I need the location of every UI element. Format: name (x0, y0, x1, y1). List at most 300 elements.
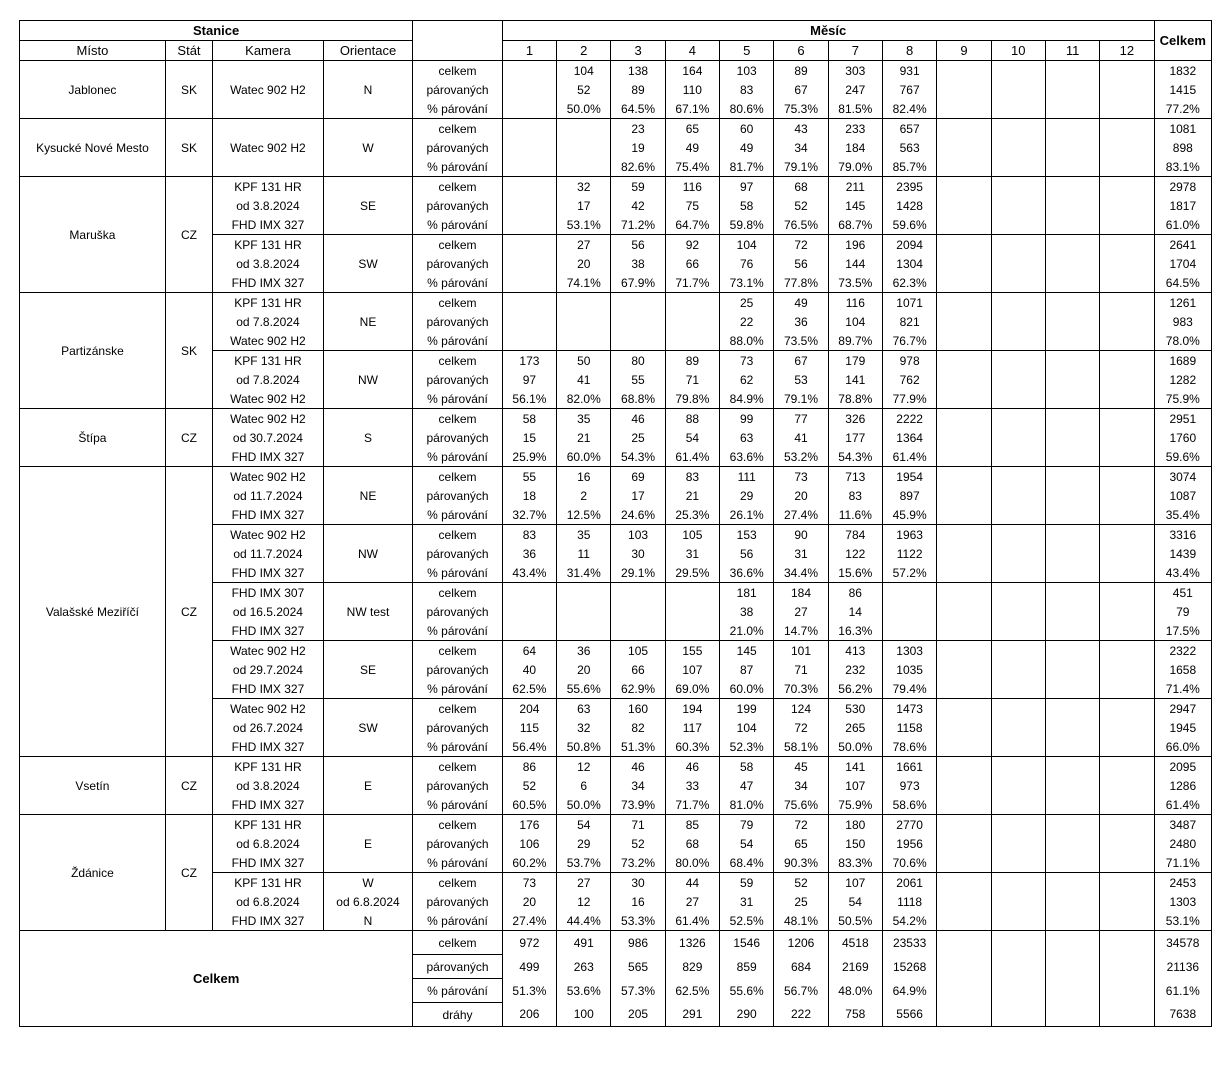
month-cell (557, 293, 611, 313)
total-month-cell: 206 (502, 1003, 556, 1027)
total-cell: 1303 (1154, 892, 1211, 911)
grand-total-cell: 21136 (1154, 955, 1211, 979)
month-cell: 104 (720, 718, 774, 737)
month-cell: 76 (720, 254, 774, 273)
row-label: celkem (413, 235, 503, 255)
month-cell (1100, 177, 1154, 197)
station-camera: Watec 902 H2 (213, 641, 324, 661)
total-cell: 3074 (1154, 467, 1211, 487)
month-cell: 1304 (882, 254, 936, 273)
month-cell: 6 (557, 776, 611, 795)
total-cell: 1945 (1154, 718, 1211, 737)
month-cell (1045, 177, 1099, 197)
month-cell: 90.3% (774, 853, 828, 873)
month-cell: 59.8% (720, 215, 774, 235)
total-cell: 1282 (1154, 370, 1211, 389)
total-month-cell: 290 (720, 1003, 774, 1027)
month-cell: 44 (665, 873, 719, 893)
month-cell (502, 177, 556, 197)
month-cell (1100, 351, 1154, 371)
month-cell (557, 621, 611, 641)
month-cell (991, 254, 1045, 273)
month-cell (991, 873, 1045, 893)
month-cell: 103 (720, 61, 774, 81)
month-cell: 897 (882, 486, 936, 505)
month-cell: 75.9% (828, 795, 882, 815)
month-cell: 49 (774, 293, 828, 313)
month-cell (991, 737, 1045, 757)
total-cell: 1087 (1154, 486, 1211, 505)
month-cell: 69 (611, 467, 665, 487)
month-cell (665, 602, 719, 621)
month-cell: 105 (665, 525, 719, 545)
row-label: celkem (413, 757, 503, 777)
station-state: CZ (165, 467, 212, 757)
month-cell: 116 (828, 293, 882, 313)
station-camera: od 30.7.2024 (213, 428, 324, 447)
total-cell: 35.4% (1154, 505, 1211, 525)
month-cell: 75.3% (774, 99, 828, 119)
total-cell: 2951 (1154, 409, 1211, 429)
month-cell (502, 331, 556, 351)
row-label: % párování (413, 563, 503, 583)
month-cell: 784 (828, 525, 882, 545)
station-camera: od 26.7.2024 (213, 718, 324, 737)
month-cell: 21.0% (720, 621, 774, 641)
month-cell: 21 (557, 428, 611, 447)
table-row (20, 177, 1212, 197)
month-cell: 1071 (882, 293, 936, 313)
station-orientation: SE (323, 177, 413, 235)
month-cell (937, 196, 991, 215)
station-orientation: N (323, 61, 413, 119)
month-cell (1100, 138, 1154, 157)
month-cell (991, 467, 1045, 487)
month-cell: 61.4% (665, 447, 719, 467)
total-cell: 77.2% (1154, 99, 1211, 119)
month-cell: 73.5% (774, 331, 828, 351)
month-cell: 76.7% (882, 331, 936, 351)
total-month-cell (1100, 979, 1154, 1003)
month-cell: 66 (665, 254, 719, 273)
month-cell: 65 (774, 834, 828, 853)
month-cell (502, 273, 556, 293)
month-cell (937, 776, 991, 795)
month-cell: 52 (557, 80, 611, 99)
month-cell: 14.7% (774, 621, 828, 641)
month-cell: 85.7% (882, 157, 936, 177)
month-cell (937, 795, 991, 815)
month-cell: 211 (828, 177, 882, 197)
header-orientation: Orientace (323, 41, 413, 61)
station-camera: od 11.7.2024 (213, 486, 324, 505)
month-cell (1045, 331, 1099, 351)
month-cell (1045, 660, 1099, 679)
month-cell: 21 (665, 486, 719, 505)
month-cell: 104 (828, 312, 882, 331)
month-cell: 55 (611, 370, 665, 389)
month-cell: 62 (720, 370, 774, 389)
month-cell: 58.1% (774, 737, 828, 757)
month-cell (991, 196, 1045, 215)
month-cell (611, 621, 665, 641)
station-orientation: NW (323, 351, 413, 409)
month-cell: 1956 (882, 834, 936, 853)
month-cell: 1364 (882, 428, 936, 447)
month-cell: 52 (774, 196, 828, 215)
month-cell: 41 (774, 428, 828, 447)
total-row-label: dráhy (413, 1003, 503, 1027)
month-cell (1045, 447, 1099, 467)
row-label: párovaných (413, 80, 503, 99)
month-cell (1100, 409, 1154, 429)
month-cell (1100, 389, 1154, 409)
total-month-cell: 565 (611, 955, 665, 979)
month-cell (1100, 505, 1154, 525)
station-camera: Watec 902 H2 (213, 389, 324, 409)
month-cell: 52 (502, 776, 556, 795)
month-cell (991, 776, 1045, 795)
month-cell (1100, 293, 1154, 313)
month-cell: 31 (774, 544, 828, 563)
month-cell: 61.4% (665, 911, 719, 931)
month-cell: 97 (720, 177, 774, 197)
month-cell: 1158 (882, 718, 936, 737)
month-cell (1045, 737, 1099, 757)
month-cell (1045, 699, 1099, 719)
total-cell: 79 (1154, 602, 1211, 621)
total-month-cell (991, 1003, 1045, 1027)
month-cell (991, 699, 1045, 719)
month-cell: 71 (774, 660, 828, 679)
month-cell: 46 (611, 409, 665, 429)
month-cell: 68 (774, 177, 828, 197)
month-cell: 48.1% (774, 911, 828, 931)
month-cell (937, 911, 991, 931)
month-cell: 50 (557, 351, 611, 371)
month-cell: 101 (774, 641, 828, 661)
month-cell (1045, 815, 1099, 835)
station-orientation: SE (323, 641, 413, 699)
month-cell (502, 312, 556, 331)
month-cell: 72 (774, 815, 828, 835)
table-body (20, 61, 1212, 1027)
month-cell: 44.4% (557, 911, 611, 931)
month-cell: 104 (720, 235, 774, 255)
month-cell: 81.0% (720, 795, 774, 815)
month-cell (1100, 235, 1154, 255)
month-cell: 42 (611, 196, 665, 215)
month-cell: 67 (774, 351, 828, 371)
month-cell (882, 583, 936, 603)
month-cell (937, 873, 991, 893)
month-cell (991, 235, 1045, 255)
row-label: celkem (413, 583, 503, 603)
month-cell: 53.7% (557, 853, 611, 873)
month-cell: 59 (720, 873, 774, 893)
month-cell: 79.8% (665, 389, 719, 409)
month-cell (1100, 428, 1154, 447)
total-month-cell (991, 931, 1045, 955)
month-cell: 34 (611, 776, 665, 795)
month-cell: 79.0% (828, 157, 882, 177)
month-cell (937, 254, 991, 273)
month-cell: 87 (720, 660, 774, 679)
station-state: CZ (165, 409, 212, 467)
month-cell: 60.2% (502, 853, 556, 873)
row-label: celkem (413, 409, 503, 429)
month-cell: 115 (502, 718, 556, 737)
month-cell (882, 621, 936, 641)
station-camera: Watec 902 H2 (213, 525, 324, 545)
month-cell: 50.5% (828, 911, 882, 931)
total-month-cell: 64.9% (882, 979, 936, 1003)
month-cell (937, 80, 991, 99)
month-cell (991, 602, 1045, 621)
month-cell (1045, 873, 1099, 893)
month-cell: 107 (665, 660, 719, 679)
total-month-cell: 2169 (828, 955, 882, 979)
header-month-6: 6 (774, 41, 828, 61)
month-cell: 27 (557, 873, 611, 893)
month-cell (1100, 757, 1154, 777)
month-cell (502, 621, 556, 641)
month-cell: 29.1% (611, 563, 665, 583)
month-cell (991, 80, 1045, 99)
month-cell: 56.4% (502, 737, 556, 757)
station-place: Ždánice (20, 815, 166, 931)
month-cell: 25 (720, 293, 774, 313)
header-state: Stát (165, 41, 212, 61)
month-cell: 64.5% (611, 99, 665, 119)
month-cell (991, 660, 1045, 679)
month-cell (1100, 119, 1154, 139)
total-month-cell: 1546 (720, 931, 774, 955)
month-cell (1100, 544, 1154, 563)
month-cell (1100, 99, 1154, 119)
month-cell (937, 718, 991, 737)
month-cell (937, 621, 991, 641)
month-cell: 49 (720, 138, 774, 157)
month-cell: 34.4% (774, 563, 828, 583)
month-cell (1045, 911, 1099, 931)
month-cell: 62.9% (611, 679, 665, 699)
row-label: % párování (413, 737, 503, 757)
month-cell: 60.5% (502, 795, 556, 815)
month-cell (937, 177, 991, 197)
total-cell: 3487 (1154, 815, 1211, 835)
month-cell: 1303 (882, 641, 936, 661)
month-cell: 153 (720, 525, 774, 545)
month-cell: 83.3% (828, 853, 882, 873)
month-cell: 36 (774, 312, 828, 331)
total-cell: 1832 (1154, 61, 1211, 81)
header-place: Místo (20, 41, 166, 61)
month-cell (991, 273, 1045, 293)
total-cell: 71.4% (1154, 679, 1211, 699)
month-cell (991, 718, 1045, 737)
table-row (20, 119, 1212, 139)
total-month-cell: 62.5% (665, 979, 719, 1003)
month-cell (665, 293, 719, 313)
header-month-3: 3 (611, 41, 665, 61)
month-cell (557, 138, 611, 157)
month-cell (502, 119, 556, 139)
month-cell: 16.3% (828, 621, 882, 641)
month-cell: 82.4% (882, 99, 936, 119)
month-cell: 15 (502, 428, 556, 447)
month-cell (1100, 312, 1154, 331)
station-camera: Watec 902 H2 (213, 699, 324, 719)
station-place: Jablonec (20, 61, 166, 119)
month-cell: 63 (557, 699, 611, 719)
month-cell: 155 (665, 641, 719, 661)
month-cell: 53.2% (774, 447, 828, 467)
month-cell (937, 331, 991, 351)
total-row-label: párovaných (413, 955, 503, 979)
total-month-cell (1100, 955, 1154, 979)
station-camera: KPF 131 HR (213, 293, 324, 313)
total-row (20, 931, 1212, 955)
month-cell: 30 (611, 873, 665, 893)
month-cell (502, 602, 556, 621)
month-cell: 2770 (882, 815, 936, 835)
month-cell: 24.6% (611, 505, 665, 525)
month-cell: 58 (720, 757, 774, 777)
month-cell (991, 389, 1045, 409)
month-cell: 2395 (882, 177, 936, 197)
month-cell: 61.4% (882, 447, 936, 467)
row-label: párovaných (413, 486, 503, 505)
station-camera: KPF 131 HR (213, 757, 324, 777)
month-cell: 12 (557, 757, 611, 777)
row-label: celkem (413, 815, 503, 835)
station-place: Vsetín (20, 757, 166, 815)
month-cell (937, 428, 991, 447)
month-cell: 73 (774, 467, 828, 487)
month-cell (991, 757, 1045, 777)
month-cell: 83 (665, 467, 719, 487)
station-camera: Watec 902 H2 (213, 61, 324, 119)
month-cell (557, 119, 611, 139)
total-cell: 2095 (1154, 757, 1211, 777)
month-cell: 89.7% (828, 331, 882, 351)
month-cell: 1661 (882, 757, 936, 777)
month-cell (1045, 99, 1099, 119)
station-orientation: S (323, 409, 413, 467)
month-cell (937, 544, 991, 563)
month-cell: 563 (882, 138, 936, 157)
month-cell (1045, 215, 1099, 235)
month-cell (991, 641, 1045, 661)
month-cell (557, 602, 611, 621)
month-cell (665, 621, 719, 641)
month-cell: 150 (828, 834, 882, 853)
month-cell: 82.0% (557, 389, 611, 409)
month-cell: 18 (502, 486, 556, 505)
month-cell (991, 409, 1045, 429)
month-cell: 77.8% (774, 273, 828, 293)
month-cell (882, 602, 936, 621)
station-orientation: NE (323, 467, 413, 525)
month-cell: 103 (611, 525, 665, 545)
month-cell (1100, 699, 1154, 719)
month-cell: 58 (502, 409, 556, 429)
month-cell (1100, 892, 1154, 911)
month-cell (1045, 795, 1099, 815)
station-orientation: od 6.8.2024 (323, 892, 413, 911)
month-cell (665, 583, 719, 603)
month-cell (1100, 196, 1154, 215)
month-cell: 35 (557, 409, 611, 429)
month-cell (1100, 834, 1154, 853)
station-place: Štípa (20, 409, 166, 467)
month-cell: 74.1% (557, 273, 611, 293)
header-month-2: 2 (557, 41, 611, 61)
station-camera: FHD IMX 327 (213, 447, 324, 467)
month-cell (937, 119, 991, 139)
row-label: celkem (413, 293, 503, 313)
month-cell: 66 (611, 660, 665, 679)
station-state: SK (165, 61, 212, 119)
month-cell (1045, 61, 1099, 81)
month-cell (937, 815, 991, 835)
header-stations: Stanice (20, 21, 413, 41)
month-cell: 1118 (882, 892, 936, 911)
month-cell: 107 (828, 776, 882, 795)
month-cell (991, 525, 1045, 545)
month-cell: 68.4% (720, 853, 774, 873)
station-camera: od 16.5.2024 (213, 602, 324, 621)
month-cell: 26.1% (720, 505, 774, 525)
month-cell: 180 (828, 815, 882, 835)
month-cell (937, 409, 991, 429)
total-month-cell: 829 (665, 955, 719, 979)
month-cell (1045, 293, 1099, 313)
month-cell: 71.7% (665, 273, 719, 293)
total-month-cell (1045, 979, 1099, 1003)
month-cell: 45.9% (882, 505, 936, 525)
month-cell (937, 660, 991, 679)
station-state: CZ (165, 177, 212, 293)
month-cell: 1954 (882, 467, 936, 487)
month-cell: 52 (611, 834, 665, 853)
header-month-9: 9 (937, 41, 991, 61)
row-label: párovaných (413, 254, 503, 273)
month-cell: 12 (557, 892, 611, 911)
row-label: párovaných (413, 544, 503, 563)
station-camera: KPF 131 HR (213, 351, 324, 371)
month-cell: 41 (557, 370, 611, 389)
station-orientation: N (323, 911, 413, 931)
month-cell: 89 (611, 80, 665, 99)
header-month: Měsíc (502, 21, 1154, 41)
month-cell: 326 (828, 409, 882, 429)
month-cell (991, 621, 1045, 641)
month-cell (1045, 312, 1099, 331)
station-state: CZ (165, 757, 212, 815)
month-cell (991, 544, 1045, 563)
month-cell: 160 (611, 699, 665, 719)
month-cell: 204 (502, 699, 556, 719)
total-cell: 451 (1154, 583, 1211, 603)
month-cell: 50.0% (557, 795, 611, 815)
month-cell: 27 (665, 892, 719, 911)
month-cell (1100, 486, 1154, 505)
month-cell: 138 (611, 61, 665, 81)
month-cell: 29.5% (665, 563, 719, 583)
header-total: Celkem (1154, 21, 1211, 61)
